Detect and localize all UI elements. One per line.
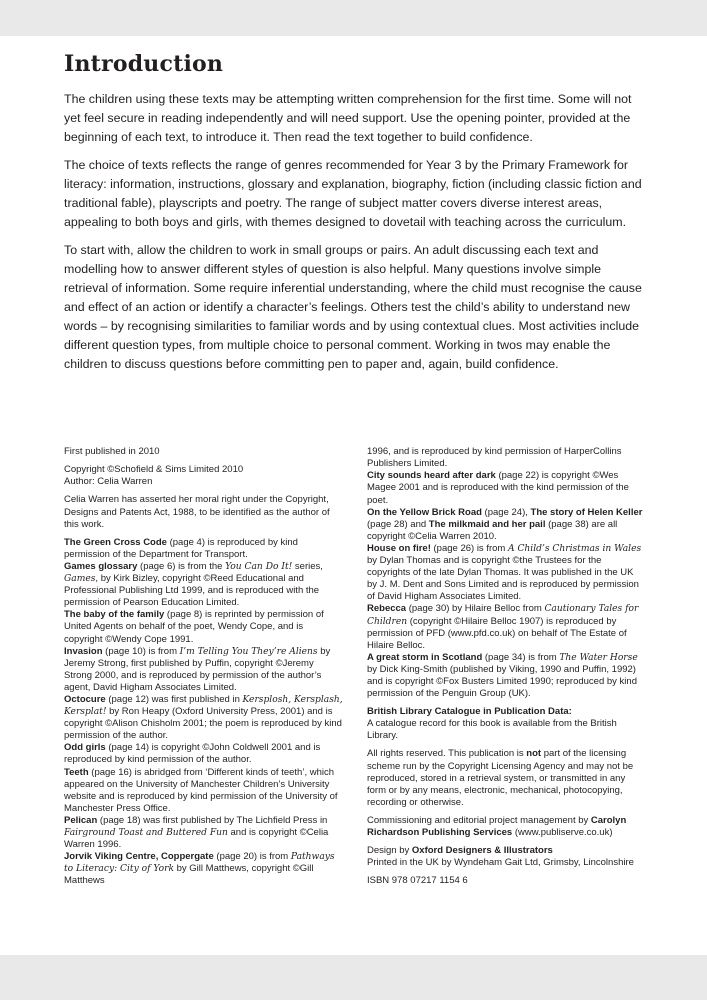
intro-section (64, 90, 646, 374)
paragraph (367, 845, 646, 857)
paragraph (64, 694, 343, 742)
text-run: (page 10) is from (102, 645, 180, 657)
text-run: (page 30) by Hilaire Belloc from (406, 603, 545, 615)
page-content (0, 36, 707, 887)
text-run: A catalogue record for this book is available from the British Library. (367, 718, 617, 742)
text-run: Celia Warren has asserted her moral right under the Copyright, Designs and Patents Act, 1988, to be identified as the author of this work. (64, 494, 330, 530)
text-run: (page 26) is from (430, 542, 508, 554)
text-run: I’m Telling You They’re Aliens (179, 646, 318, 657)
text-run: series, (292, 560, 323, 572)
text-run: Author: Celia Warren (64, 476, 153, 488)
text-run: (www.publiserve.co.uk) (512, 827, 613, 838)
text-run: The choice of texts reflects the range of genres recommended for Year 3 by the Primary Framework for literacy: information, instructions, glossary and explanation, biography, fiction (including classic fiction and traditional fable), playscripts and poetry. The range of subject matter covers diverse interest areas, appealing to both boys and girls, with themes designed to dovetail with teaching across the curriculum. (64, 158, 642, 230)
text-run: British Library Catalogue in Publication Data: (367, 706, 572, 718)
text-run: (page 8) is reprinted by permission of United Agents on behalf of the poet, Wendy Cope, and is copyright ©Wendy Cope 1991. (64, 609, 324, 645)
text-run: The Water Horse (559, 652, 638, 663)
text-run: Oxford Designers & Illustrators (411, 845, 553, 857)
text-run: To start with, allow the children to work in small groups or pairs. An adult discussing each text and modelling how to answer different styles of question is also helpful. Many questions involve simple retrieval of information. Some require inferential understanding, where the child must recognise the cause and effect of an action or identify a character’s feelings. Others test the child’s ability to understand new words – by recognising similarities to familiar words and by using contextual clues. Most activities include different question types, from multiple choice to personal comment. Working in twos may enable the children to discuss questions before committing pen to paper and, again, build confidence. (64, 243, 642, 372)
paragraph (64, 156, 646, 232)
paragraph (64, 241, 646, 374)
text-run: (page 16) is abridged from ‘Different kinds of teeth’, which appeared on the University of Manchester Children’s University website and is reproduced by kind permission of the University of Manchester Press Office. (64, 766, 338, 814)
text-run: A Child’s Christmas in Wales (507, 543, 642, 554)
paragraph (367, 543, 646, 603)
paragraph (367, 857, 646, 869)
credits-right-column (367, 446, 646, 887)
paragraph (64, 446, 343, 458)
paragraph (367, 470, 646, 506)
paragraph (367, 603, 646, 651)
text-run: The story of Helen Keller (530, 506, 643, 518)
paragraph (64, 767, 343, 815)
text-run: (page 38) are all copyright ©Celia Warren 2010. (367, 518, 618, 542)
paragraph (367, 706, 646, 718)
text-run: The baby of the family (64, 609, 165, 621)
paragraph (64, 646, 343, 694)
text-run: part of the licensing scheme run by the Copyright Licensing Agency and may not be reproduced, stored in a retrieval system, or transmitted in any form or by any means, electronic, mechanical, photocopying, recording or otherwise. (367, 748, 634, 808)
credits-left-column (64, 446, 343, 887)
text-run: (copyright ©Hilaire Belloc 1907) is reproduced by permission of PFD (www.pfd.co.uk) on behalf of The Estate of Hilaire Belloc. (367, 615, 627, 651)
text-run: (page 34) is from (482, 651, 560, 663)
paragraph (367, 446, 646, 470)
paragraph (64, 609, 343, 645)
text-run: House on fire! (367, 542, 431, 554)
text-run: Design by (367, 845, 412, 857)
text-run: Pelican (64, 814, 98, 826)
page-title: Introduction (64, 51, 224, 77)
paragraph (64, 476, 343, 488)
text-run: (page 22) is copyright ©Wes Magee 2001 and is reproduced with the kind permission of the poet. (367, 470, 629, 506)
text-run: (page 24), (481, 506, 531, 518)
text-run: (page 4) is reproduced by kind permission of the Department for Transport. (64, 536, 298, 560)
paragraph (64, 561, 343, 609)
text-run: and is copyright ©Celia Warren 1996. (64, 827, 329, 851)
outer-margin-top (0, 0, 707, 36)
text-run: Teeth (64, 766, 89, 778)
paragraph (64, 815, 343, 851)
text-run: 1996, and is reproduced by kind permission of HarperCollins Publishers Limited. (367, 446, 622, 470)
paragraph (64, 464, 343, 476)
text-run: All rights reserved. This publication is (367, 748, 527, 760)
text-run: A great storm in Scotland (367, 651, 483, 663)
paragraph (64, 90, 646, 147)
paragraph (367, 718, 646, 742)
text-run: Jorvik Viking Centre, Coppergate (64, 851, 214, 863)
text-run: Printed in the UK by Wyndeham Gait Ltd, Grimsby, Lincolnshire (367, 857, 634, 869)
text-run: Rebecca (367, 603, 407, 615)
text-run: Fairground Toast and Buttered Fun (64, 828, 228, 838)
text-run: Carolyn Richardson Publishing Services (367, 814, 627, 838)
text-run: (page 14) is copyright ©John Coldwell 2001 and is reproduced by kind permission of the author. (64, 742, 321, 766)
text-run: , by Kirk Bizley, copyright ©Reed Educational and Professional Publishing Ltd 1999, and is reproduced with the permission of Pearson Education Limited. (64, 573, 320, 609)
text-run: Copyright ©Schofield & Sims Limited 2010 (64, 464, 244, 476)
text-run: On the Yellow Brick Road (367, 506, 482, 518)
text-run: (page 28) and (367, 518, 429, 530)
text-run: The children using these texts may be attempting written comprehension for the first time. Some will not yet feel secure in reading independently and will need support. Use the opening pointer, provided at the beginning of each text, to introduce it. Then read the text together to build confidence. (64, 92, 632, 145)
text-run: First published in 2010 (64, 446, 160, 458)
text-run: by Ron Heapy (Oxford University Press, 2001) and is copyright ©Alison Chisholm 2001; the poem is reproduced by kind permission of the author. (64, 706, 342, 742)
text-run: ISBN 978 07217 1154 6 (367, 875, 468, 887)
text-run: (page 20) is from (213, 851, 291, 863)
paragraph (64, 742, 343, 766)
text-run: The milkmaid and her pail (428, 518, 546, 530)
paragraph (367, 507, 646, 543)
text-run: by Jeremy Strong, first published by Puffin, copyright ©Jeremy Strong 2000, and is reproduced by permission of the author’s agent, David Higham Associates Limited. (64, 645, 331, 693)
text-run: (page 6) is from the (137, 560, 226, 572)
paragraph (367, 748, 646, 808)
paragraph (367, 815, 646, 839)
text-run: Kersplosh, Kersplash, Kersplat! (64, 694, 343, 718)
paragraph (64, 851, 343, 887)
text-run: Odd girls (64, 742, 106, 754)
text-run: Pathways to Literacy: City of York (64, 852, 335, 875)
text-run: Games (64, 574, 96, 585)
paragraph (367, 875, 646, 887)
text-run: not (526, 748, 542, 760)
text-run: Cautionary Tales for Children (367, 604, 639, 627)
text-run: Invasion (64, 645, 103, 657)
text-run: The Green Cross Code (64, 536, 167, 548)
text-run: (page 12) was first published in (105, 693, 243, 705)
book-page (0, 36, 707, 955)
paragraph (64, 494, 343, 530)
text-run: City sounds heard after dark (367, 470, 496, 482)
text-run: Octocure (64, 693, 106, 705)
text-run: (page 18) was first published by The Lichfield Press in (97, 814, 328, 826)
text-run: by Dick King-Smith (published by Viking, 1990 and Puffin, 1992) and is copyright ©Fox Busters Limited 1990; reproduced by kind permission of the Penguin Group (UK). (367, 663, 637, 700)
outer-margin-bottom (0, 955, 707, 1000)
text-run: Games glossary (64, 560, 138, 572)
text-run: You Can Do It! (225, 561, 293, 572)
paragraph (64, 537, 343, 561)
credits-section (64, 446, 646, 887)
text-run: Commissioning and editorial project management by (367, 814, 591, 826)
text-run: by Dylan Thomas and is copyright ©the Trustees for the copyrights of the late Dylan Thomas. It was published in the UK by J. M. Dent and Sons Limited and is reproduced by permission of David Higham Associates Limited. (367, 555, 639, 603)
paragraph (367, 652, 646, 700)
text-run: by Gill Matthews, copyright ©Gill Matthews (64, 863, 314, 887)
